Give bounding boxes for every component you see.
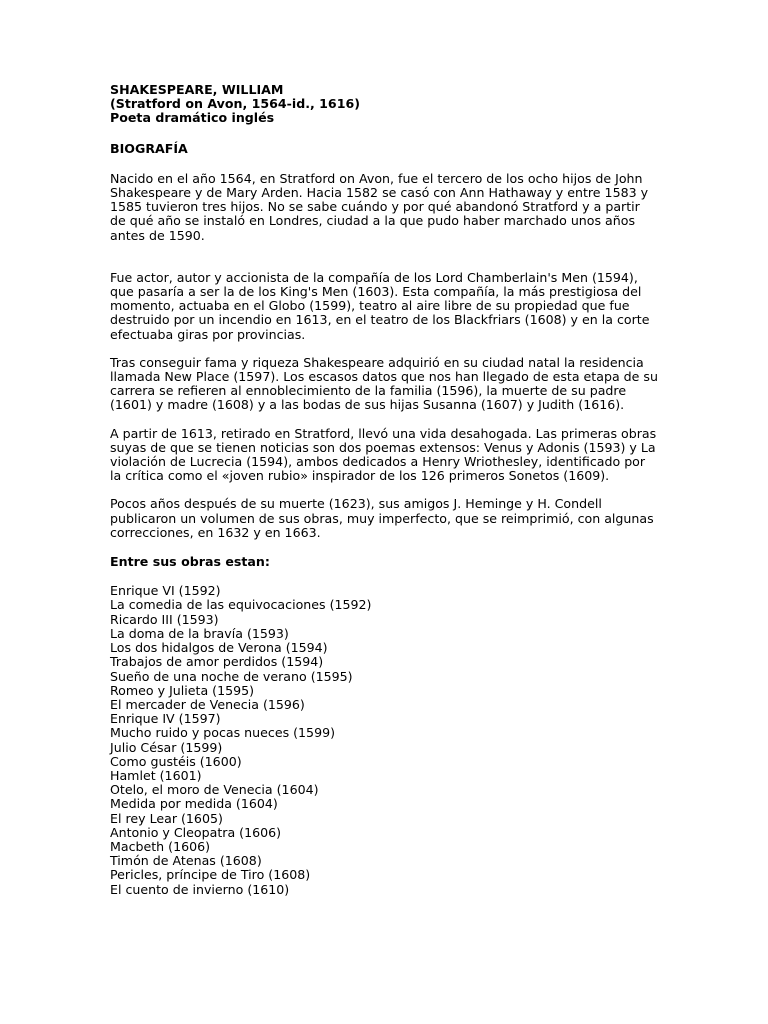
list-item: Pericles, príncipe de Tiro (1608) bbox=[110, 867, 311, 883]
list-item: Hamlet (1601) bbox=[110, 767, 202, 783]
list-item: Otelo, el moro de Venecia (1604) bbox=[110, 782, 319, 798]
list-item: El rey Lear (1605) bbox=[110, 810, 223, 826]
list-item: Mucho ruido y pocas nueces (1599) bbox=[110, 725, 336, 741]
list-item: Los dos hidalgos de Verona (1594) bbox=[110, 640, 328, 656]
biography-paragraph-2: Fue actor, autor y accionista de la compañía de los Lord Chamberlain's Men (1594), que pasaría a ser la de los King's Men (1603). Esta compañía, la más prestigiosa del momento, actuaba en el Globo (1599), teatro al aire libre de su propiedad que fue destruido por un incendio en 1613, en el teatro de los Blackfriars (1608) y en la corte efectuaba giras por provincias. bbox=[110, 269, 650, 342]
list-item: La doma de la bravía (1593) bbox=[110, 625, 289, 641]
author-dates: (Stratford on Avon, 1564-id., 1616) bbox=[110, 96, 360, 112]
list-item: El cuento de invierno (1610) bbox=[110, 881, 290, 897]
biography-paragraph-3: Tras conseguir fama y riqueza Shakespeare adquirió en su ciudad natal la residencia llamada New Place (1597). Los escasos datos que nos han llegado de esta etapa de su carrera se refieren al ennoblecimiento de la familia (1596), la muerte de su padre (1601) y madre (1608) y a las bodas de sus hijas Susanna (1607) y Judith (1616). bbox=[110, 354, 658, 413]
works-list bbox=[110, 584, 658, 896]
list-item: Timón de Atenas (1608) bbox=[110, 853, 262, 869]
biography-paragraph-4: A partir de 1613, retirado en Stratford, llevó una vida desahogada. Las primeras obras suyas de que se tienen noticias son dos poemas extensos: Venus y Adonis (1593) y La violación de Lucrecia (1594), ambos dedicados a Henry Wriothesley, identificado por la crítica como el «joven rubio» inspirador de los 126 primeros Sonetos (1609). bbox=[110, 425, 657, 484]
list-item: Como gustéis (1600) bbox=[110, 753, 242, 769]
document-header bbox=[110, 83, 658, 126]
list-item: Macbeth (1606) bbox=[110, 838, 211, 854]
list-item: Julio César (1599) bbox=[110, 739, 223, 755]
author-name: SHAKESPEARE, WILLIAM bbox=[110, 82, 284, 97]
list-item: Medida por medida (1604) bbox=[110, 796, 278, 812]
author-role: Poeta dramático inglés bbox=[110, 110, 275, 126]
list-item: La comedia de las equivocaciones (1592) bbox=[110, 597, 372, 613]
biography-paragraph-5: Pocos años después de su muerte (1623), sus amigos J. Heminge y H. Condell publicaron un volumen de sus obras, muy imperfecto, que se reimprimió, con algunas correcciones, en 1632 y en 1663. bbox=[110, 496, 654, 540]
list-item: Enrique IV (1597) bbox=[110, 711, 221, 727]
biography-paragraph-1: Nacido en el año 1564, en Stratford on Avon, fue el tercero de los ocho hijos de John Shakespeare y de Mary Arden. Hacia 1582 se casó con Ann Hathaway y entre 1583 y 1585 tuvieron tres hijos. No se sabe cuándo y por qué abandonó Stratford y a partir de qué año se instaló en Londres, ciudad a la que pudo haber marchado unos años antes de 1590. bbox=[110, 170, 649, 243]
list-item: Trabajos de amor perdidos (1594) bbox=[110, 654, 324, 670]
list-item: Ricardo III (1593) bbox=[110, 611, 219, 627]
list-item: Sueño de una noche de verano (1595) bbox=[110, 668, 353, 684]
works-title: Entre sus obras estan: bbox=[110, 554, 270, 570]
biography-title: BIOGRAFÍA bbox=[110, 140, 188, 156]
list-item: Enrique VI (1592) bbox=[110, 583, 221, 599]
list-item: Romeo y Julieta (1595) bbox=[110, 682, 255, 698]
document-page bbox=[110, 83, 658, 897]
list-item: Antonio y Cleopatra (1606) bbox=[110, 824, 282, 840]
list-item: El mercader de Venecia (1596) bbox=[110, 696, 305, 712]
